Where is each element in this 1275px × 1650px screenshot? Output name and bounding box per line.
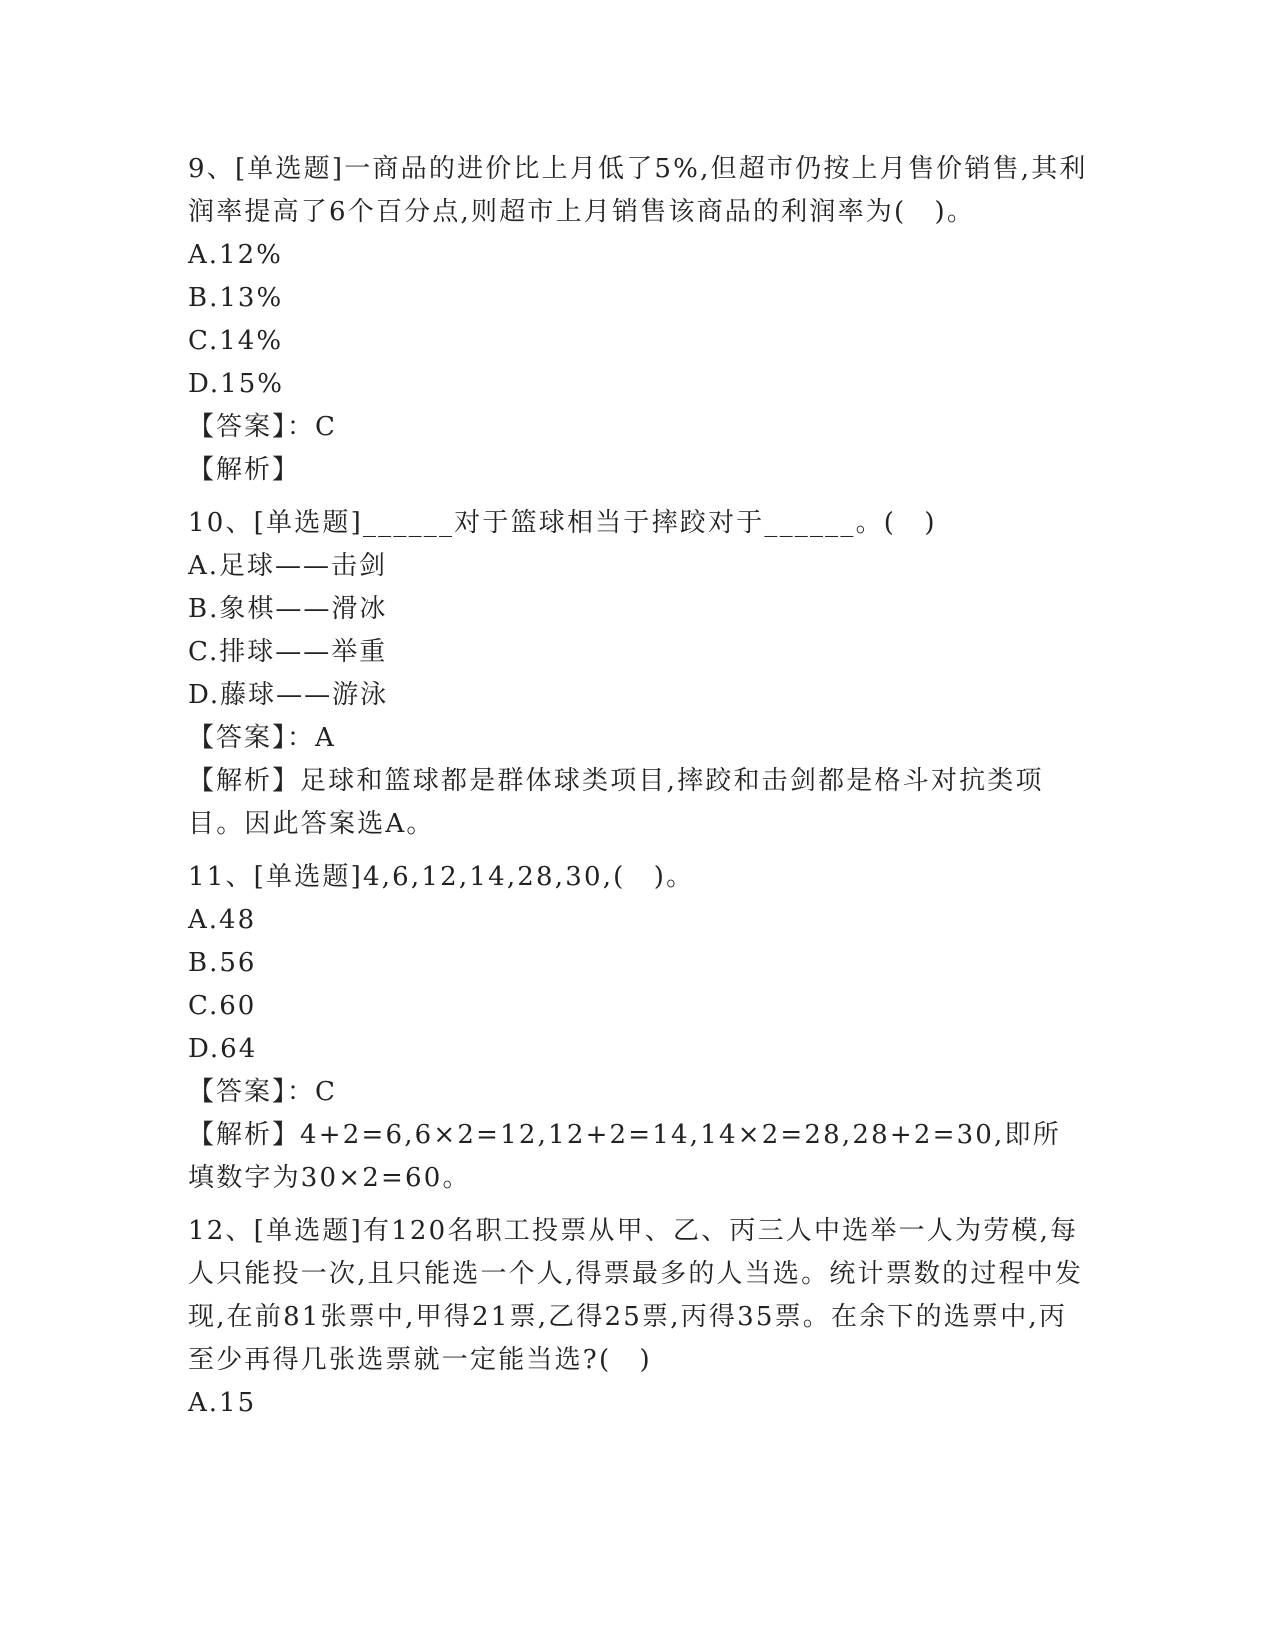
- option-a: A.15: [188, 1388, 257, 1418]
- question-stem: 11、[单选题]4,6,12,14,28,30,( )。: [188, 862, 695, 892]
- analysis-text: 4+2=6,6×2=12,12+2=14,14×2=28,28+2=30,即所填数字为30×2=60。: [188, 1120, 1061, 1193]
- option-b: B.56: [188, 948, 257, 978]
- question-11: [188, 856, 1088, 1200]
- option-c: C.60: [188, 991, 257, 1021]
- option-b: B.13%: [188, 283, 284, 313]
- answer-line: [188, 1071, 1088, 1114]
- analysis-line: [188, 1114, 1088, 1200]
- option-a: A.足球——击剑: [188, 551, 388, 581]
- document-page: [188, 148, 1088, 1425]
- answer-label: 【答案】: [188, 723, 288, 753]
- answer-line: [188, 717, 1088, 760]
- question-12: [188, 1210, 1088, 1425]
- question-stem: 10、[单选题]______对于篮球相当于摔跤对于______。( ): [188, 508, 937, 538]
- option-b: B.象棋——滑冰: [188, 594, 388, 624]
- answer-label: 【答案】: [188, 412, 288, 442]
- question-stem: 9、[单选题]一商品的进价比上月低了5%,但超市仍按上月售价销售,其利润率提高了6个百分点,则超市上月销售该商品的利润率为( )。: [188, 154, 1088, 227]
- option-c: C.排球——举重: [188, 637, 388, 667]
- answer-separator: ：: [287, 1077, 316, 1107]
- analysis-text: 足球和篮球都是群体球类项目,摔跤和击剑都是格斗对抗类项目。因此答案选A。: [188, 766, 1044, 839]
- option-d: D.15%: [188, 369, 284, 399]
- answer-value: C: [315, 412, 337, 442]
- answer-separator: ：: [287, 412, 316, 442]
- analysis-label: 【解析】: [188, 455, 301, 485]
- analysis-line: [188, 449, 1088, 492]
- answer-value: C: [315, 1077, 337, 1107]
- answer-label: 【答案】: [188, 1077, 288, 1107]
- question-9: [188, 148, 1088, 492]
- answer-line: [188, 406, 1088, 449]
- analysis-line: [188, 760, 1088, 846]
- option-a: A.48: [188, 905, 257, 935]
- analysis-label: 【解析】: [188, 1120, 301, 1150]
- option-c: C.14%: [188, 326, 284, 356]
- option-d: D.64: [188, 1034, 258, 1064]
- question-10: [188, 502, 1088, 846]
- option-a: A.12%: [188, 240, 283, 270]
- answer-value: A: [315, 723, 336, 753]
- analysis-label: 【解析】: [188, 766, 301, 796]
- question-stem: 12、[单选题]有120名职工投票从甲、乙、丙三人中选举一人为劳模,每人只能投一次,且只能选一个人,得票最多的人当选。统计票数的过程中发现,在前81张票中,甲得21票,乙得25票,丙得35票。在余下的选票中,丙至少再得几张选票就一定能当选?( ): [188, 1216, 1084, 1375]
- answer-separator: ：: [287, 723, 316, 753]
- option-d: D.藤球——游泳: [188, 680, 389, 710]
